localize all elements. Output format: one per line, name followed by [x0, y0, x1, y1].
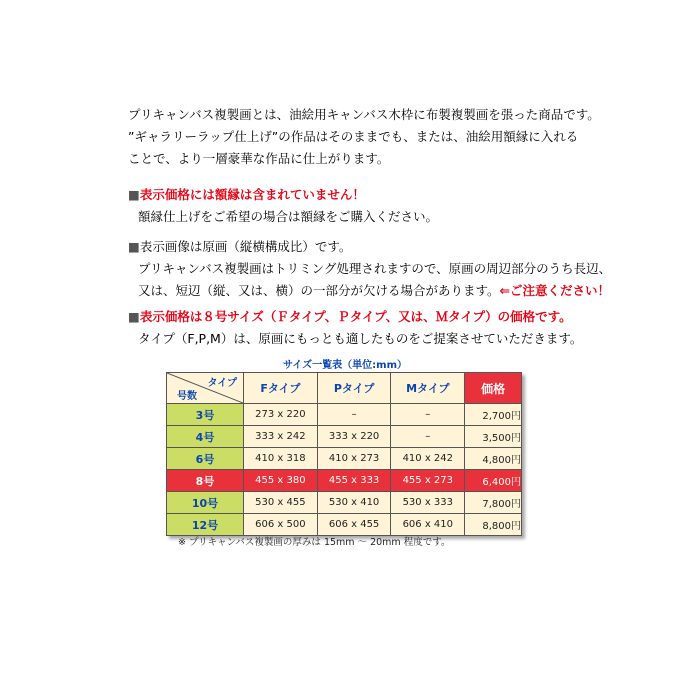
size-label: 12号: [167, 514, 244, 536]
p-size-cell: 530 x 410: [317, 492, 391, 514]
intro-text: [128, 104, 600, 170]
f-size-cell: 273 x 220: [244, 404, 318, 426]
table-row: [167, 514, 522, 536]
table-row: [167, 404, 522, 426]
caution-warning: ⇐ご注意ください！: [499, 283, 610, 298]
col-header-m: Mタイプ: [391, 373, 465, 404]
thickness-note: ※ プリキャンバス複製画の厚みは 15mm 〜 20mm 程度です。: [178, 537, 451, 548]
f-size-cell: 606 x 500: [244, 514, 318, 536]
m-size-cell: –: [391, 404, 465, 426]
p-size-cell: 333 x 220: [317, 426, 391, 448]
size-label: 10号: [167, 492, 244, 514]
intro-line: プリキャンバス複製画とは、油絵用キャンバス木枠に布製複製画を張った商品です。: [128, 107, 600, 122]
col-header-price: 価格: [465, 373, 522, 404]
m-size-cell: 606 x 410: [391, 514, 465, 536]
frame-notice: [128, 184, 438, 228]
col-header-p: Pタイプ: [317, 373, 391, 404]
f-size-cell: 410 x 318: [244, 448, 318, 470]
frame-notice-title-row: [128, 184, 438, 206]
image-notice-title-row: [128, 236, 611, 258]
image-notice-line-text: 又は、短辺（縦、又は、横）の一部分が欠ける場合があります。: [138, 283, 500, 298]
intro-line: ”ギャラリーラップ仕上げ”の作品はそのままでも、または、油絵用額縁に入れる: [128, 129, 579, 144]
image-notice-line: [128, 280, 611, 302]
table-row-highlighted: [167, 470, 522, 492]
m-size-cell: 410 x 242: [391, 448, 465, 470]
corner-size-label: 号数: [177, 391, 197, 402]
size-table-header-row: [167, 373, 522, 404]
m-size-cell: 455 x 273: [391, 470, 465, 492]
p-size-cell: 455 x 333: [317, 470, 391, 492]
price-cell: 8,800円: [465, 514, 522, 536]
corner-type-label: タイプ: [207, 378, 237, 389]
p-size-cell: 606 x 455: [317, 514, 391, 536]
price-cell: 6,400円: [465, 470, 522, 492]
price-cell: 3,500円: [465, 426, 522, 448]
price-cell: 7,800円: [465, 492, 522, 514]
price-notice-title: 表示価格は８号サイズ（Ｆタイプ、Ｐタイプ、又は、Ｍタイプ）の価格です。: [139, 309, 572, 324]
price-notice-body: タイプ（F,P,M）は、原画にもっとも適したものをご提案させていただきます。: [138, 331, 583, 346]
size-label: 6号: [167, 448, 244, 470]
col-header-f: Fタイプ: [244, 373, 318, 404]
price-cell: 4,800円: [465, 448, 522, 470]
table-row: [167, 426, 522, 448]
m-size-cell: –: [391, 426, 465, 448]
size-label: 4号: [167, 426, 244, 448]
size-table-corner: [167, 373, 244, 404]
bullet-square-icon: ■: [128, 239, 140, 254]
price-notice-title-row: [128, 306, 582, 328]
size-table: [166, 372, 522, 536]
size-label: 8号: [167, 470, 244, 492]
image-notice: [128, 236, 611, 302]
price-notice: [128, 306, 582, 350]
f-size-cell: 455 x 380: [244, 470, 318, 492]
f-size-cell: 333 x 242: [244, 426, 318, 448]
p-size-cell: –: [317, 404, 391, 426]
frame-notice-body: 額縁仕上げをご希望の場合は額縁をご購入ください。: [138, 209, 439, 224]
size-table-title: サイズ一覧表（単位:mm）: [282, 360, 408, 371]
frame-notice-title: 表示価格には額縁は含まれていません！: [139, 187, 365, 202]
intro-line: ことで、より一層豪華な作品に仕上がります。: [128, 151, 390, 166]
table-row: [167, 448, 522, 470]
bullet-square-icon: ■: [128, 309, 140, 324]
m-size-cell: 530 x 333: [391, 492, 465, 514]
table-row: [167, 492, 522, 514]
image-notice-line: プリキャンバス複製画はトリミング処理されますので、原画の周辺部分のうち長辺、: [138, 261, 612, 276]
bullet-square-icon: ■: [128, 187, 140, 202]
p-size-cell: 410 x 273: [317, 448, 391, 470]
image-notice-title: 表示画像は原画（縦横構成比）です。: [139, 239, 352, 254]
f-size-cell: 530 x 455: [244, 492, 318, 514]
size-label: 3号: [167, 404, 244, 426]
price-cell: 2,700円: [465, 404, 522, 426]
